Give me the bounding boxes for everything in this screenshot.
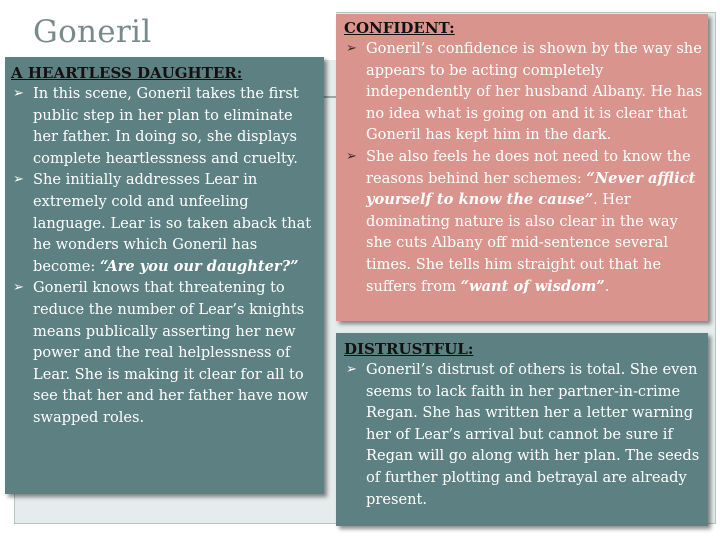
- bullet-quote: “Are you our daughter?”: [99, 257, 299, 275]
- list-item: [11, 169, 318, 277]
- bullet-text: Goneril’s distrust of others is total. She even seems to lack faith in her partner-in-crime Regan. She has written her a letter warning her of Lear’s arrival but cannot be sure if Regan will go along with her plan. The seeds of further plotting and betrayal are already present.: [366, 361, 700, 508]
- arrowhead-bullet-icon: ➢: [346, 41, 357, 56]
- confident-list: [344, 38, 704, 297]
- arrowhead-bullet-icon: ➢: [13, 280, 24, 296]
- distrustful-panel: [336, 333, 708, 526]
- heartless-daughter-list: [11, 83, 318, 429]
- bullet-text: . Her dominating nature is also clear in the way she cuts Albany off mid-sentence several times. She tells him straight out that he suffers from: [366, 191, 678, 295]
- bullet-quote: “want of wisdom”: [460, 277, 605, 295]
- distrustful-heading: DISTRUSTFUL:: [344, 340, 474, 358]
- bullet-text: .: [604, 277, 610, 295]
- bullet-quote: “Never afflict yourself to know the cause”: [366, 169, 696, 209]
- arrowhead-bullet-icon: ➢: [13, 172, 24, 188]
- bullet-text: Goneril’s confidence is shown by the way she appears to be acting completely independently of her husband Albany. He has no idea what is going on and it is clear that Goneril has kept him in the dark.: [366, 40, 703, 144]
- list-item: [11, 277, 318, 428]
- list-item: [11, 83, 318, 169]
- bullet-text: Goneril knows that threatening to reduce the number of Lear’s knights means publically asserting her new power and the real helplessness of Lear. She is making it clear for all to see that her and her father have now swapped roles.: [33, 279, 309, 426]
- arrowhead-bullet-icon: ➢: [346, 148, 357, 164]
- confident-heading: CONFIDENT:: [344, 19, 455, 37]
- bullet-text: She also feels he does not need to know the reasons behind her schemes:: [366, 147, 691, 187]
- bullet-text: She initially addresses Lear in extremely cold and unfeeling language. Lear is so taken aback that he wonders which Goneril has become:: [33, 171, 312, 275]
- confident-panel: [336, 14, 708, 321]
- list-item: [344, 359, 704, 510]
- list-item: [344, 146, 704, 297]
- heartless-daughter-heading: A HEARTLESS DAUGHTER:: [11, 64, 243, 82]
- list-item: [344, 38, 704, 146]
- slide-title: Goneril: [33, 14, 152, 50]
- bullet-text: In this scene, Goneril takes the first public step in her plan to eliminate her father. In doing so, she displays complete heartlessness and cruelty.: [33, 85, 299, 167]
- distrustful-list: [344, 359, 704, 510]
- heartless-daughter-panel: [5, 57, 324, 494]
- arrowhead-bullet-icon: ➢: [13, 86, 24, 101]
- arrowhead-bullet-icon: ➢: [346, 362, 357, 377]
